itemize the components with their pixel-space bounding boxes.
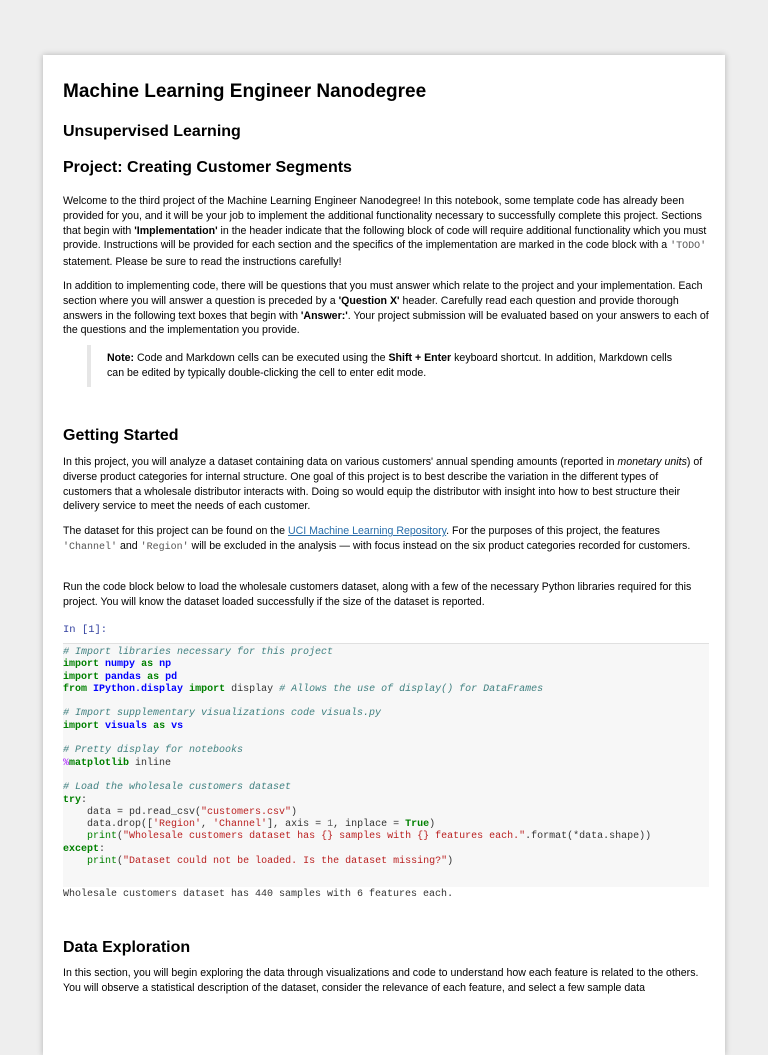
- getting-started-paragraph-3: Run the code block below to load the wholesale customers dataset, along with a few of the necessary Python libraries required for this project. You will know the dataset loaded successfully if the size of the dataset is reported.: [63, 581, 692, 608]
- page-title: Machine Learning Engineer Nanodegree: [63, 81, 427, 102]
- data-exploration-paragraph: In this section, you will begin exploring the data through visualizations and code to understand how each feature is related to the others. You will observe a statistical description of the dataset, consider the relevance of each feature, and select a few sample data: [63, 967, 699, 994]
- subtitle-heading: Unsupervised Learning: [63, 123, 241, 140]
- note-blockquote: [87, 345, 691, 387]
- todo-code: 'TODO': [670, 241, 707, 253]
- note-text: Note: Code and Markdown cells can be executed using the Shift + Enter keyboard shortcut. In addition, Markdown cells can be edited by typically double-clicking the cell to enter edit mode.: [107, 352, 673, 379]
- intro-paragraph-1: Welcome to the third project of the Machine Learning Engineer Nanodegree! In this notebook, some template code has already been provided for you, and it will be your job to implement the additional functionality necessary to successfully complete this project. Sections that begin with 'Implementation' in the header indicate that the following block of code will require additional functionality which you must provide. Instructions will be provided for each section and the specifics of the implementation are marked in the code block with a 'TODO' statement. Please be sure to read the instructions carefully!: [63, 195, 707, 269]
- cell-prompt: In [1]:: [63, 624, 108, 636]
- cell-output: Wholesale customers dataset has 440 samples with 6 features each.: [63, 889, 454, 900]
- notebook-page: [43, 55, 725, 1055]
- getting-started-heading: Getting Started: [63, 427, 179, 444]
- code-cell-source[interactable]: # Import libraries necessary for this project import numpy as np import pandas as pd from IPython.display import display # Allows the use of display() for DataFrames # Import supplementary visualizations code visuals.py import visuals as vs # Pretty display for notebooks %matplotlib inline # Load the wholesale customers dataset try: data = pd.read_csv("customers.csv") data.drop(['Region', 'Channel'], axis = 1, inplace = True) print("Wholesale customers dataset has {} samples with {} features each.".format(*data.shape)) except: print("Dataset could not be loaded. Is the dataset missing?"): [63, 647, 652, 868]
- project-heading: Project: Creating Customer Segments: [63, 159, 352, 176]
- getting-started-paragraph-1: In this project, you will analyze a dataset containing data on various customers' annual spending amounts (reported in monetary units) of diverse product categories for internal structure. One goal of this project is to best describe the variation in the different types of customers that a wholesale distributor interacts with. Doing so would equip the distributor with insight into how to best structure their delivery service to meet the needs of each customer.: [63, 456, 703, 513]
- intro-paragraph-2: In addition to implementing code, there will be questions that you must answer which relate to the project and your implementation. Each section where you will answer a question is preceded by a 'Question X' header. Carefully read each question and provide thorough answers in the following text boxes that begin with 'Answer:'. Your project submission will be evaluated based on your answers to each of the questions and the implementation you provide.: [63, 280, 709, 337]
- uci-repository-link[interactable]: UCI Machine Learning Repository: [287, 525, 447, 537]
- code-cell[interactable]: [63, 643, 709, 887]
- getting-started-paragraph-2: The dataset for this project can be found on the UCI Machine Learning Repository. For the purposes of this project, the features 'Channel' and 'Region' will be excluded in the analysis — with focus instead on the six product categories recorded for customers.: [63, 525, 691, 553]
- data-exploration-heading: Data Exploration: [63, 939, 191, 956]
